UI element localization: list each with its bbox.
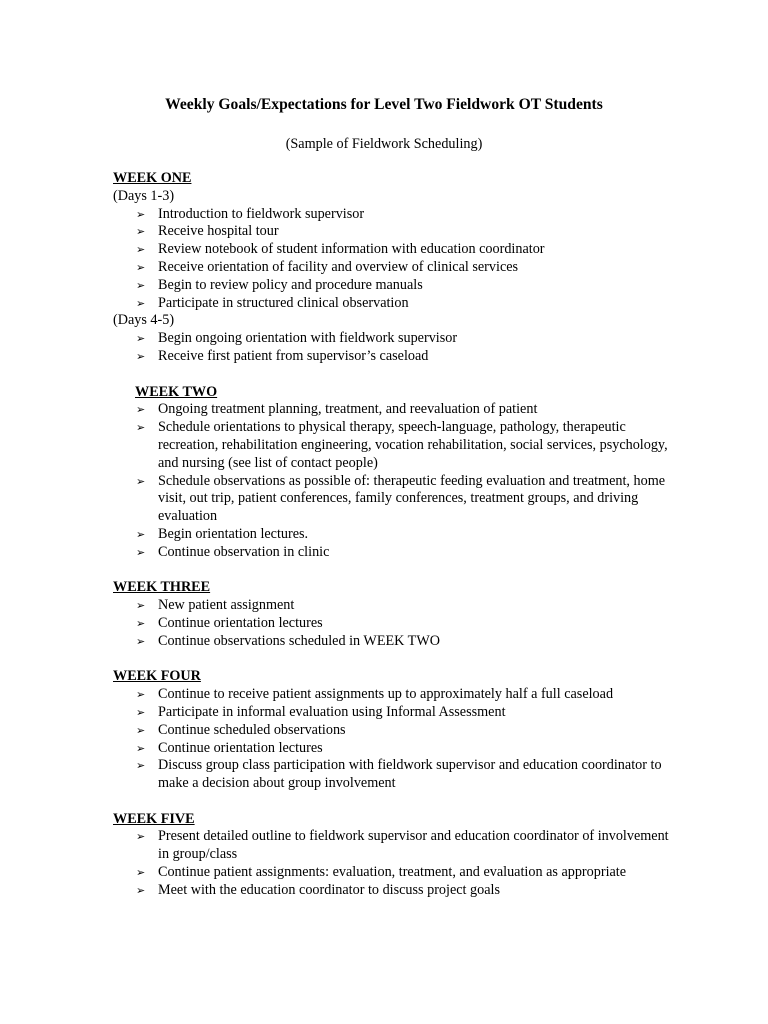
list-item-text: Schedule observations as possible of: therapeutic feeding evaluation and treatment, home visit, out trip, patient conferences, family conferences, treatment groups, and driving evaluation <box>158 472 666 525</box>
list-item <box>113 722 673 740</box>
arrow-bullet-icon: ➢ <box>136 688 146 702</box>
week-five-section <box>113 811 673 900</box>
week-three-list <box>113 597 673 650</box>
week-two-section <box>113 384 673 562</box>
list-item-text: Continue observation in clinic <box>158 543 330 560</box>
list-item <box>113 473 673 526</box>
arrow-bullet-icon: ➢ <box>136 527 146 541</box>
arrow-bullet-icon: ➢ <box>136 243 146 257</box>
section-spacer <box>113 562 673 580</box>
list-item <box>113 206 673 224</box>
list-item-text: Begin orientation lectures. <box>158 525 309 542</box>
list-item <box>113 277 673 295</box>
list-item <box>113 615 673 633</box>
list-item <box>113 419 673 472</box>
week-one-section <box>113 170 673 366</box>
arrow-bullet-icon: ➢ <box>136 545 146 559</box>
list-item <box>113 241 673 259</box>
arrow-bullet-icon: ➢ <box>136 759 146 773</box>
document-subtitle: (Sample of Fieldwork Scheduling) <box>285 136 483 152</box>
arrow-bullet-icon: ➢ <box>136 474 146 488</box>
list-item-text: Continue orientation lectures <box>158 739 323 756</box>
arrow-bullet-icon: ➢ <box>136 349 146 363</box>
arrow-bullet-icon: ➢ <box>136 296 146 310</box>
week-five-list <box>113 828 673 899</box>
arrow-bullet-icon: ➢ <box>136 616 146 630</box>
list-item <box>113 295 673 313</box>
section-spacer <box>113 651 673 669</box>
section-spacer <box>113 793 673 811</box>
list-item <box>113 597 673 615</box>
list-item <box>113 401 673 419</box>
list-item-text: Begin to review policy and procedure manuals <box>158 276 423 293</box>
arrow-bullet-icon: ➢ <box>136 332 146 346</box>
list-item-text: Continue scheduled observations <box>158 721 346 738</box>
arrow-bullet-icon: ➢ <box>136 225 146 239</box>
list-item-text: Receive orientation of facility and overview of clinical services <box>158 258 519 275</box>
list-item-text: Continue to receive patient assignments up to approximately half a full caseload <box>158 686 614 703</box>
list-item <box>113 259 673 277</box>
list-item-text: Continue observations scheduled in WEEK TWO <box>158 632 440 649</box>
days-4-5-list <box>113 330 673 366</box>
arrow-bullet-icon: ➢ <box>136 866 146 880</box>
arrow-bullet-icon: ➢ <box>136 421 146 435</box>
days-4-5-label: (Days 4-5) <box>113 312 175 329</box>
week-four-section <box>113 668 673 793</box>
document-body <box>113 170 673 900</box>
arrow-bullet-icon: ➢ <box>136 705 146 719</box>
arrow-bullet-icon: ➢ <box>136 883 146 897</box>
week-two-list <box>113 401 673 561</box>
list-item-text: Review notebook of student information with education coordinator <box>158 241 545 258</box>
week-one-heading: WEEK ONE <box>113 170 192 186</box>
arrow-bullet-icon: ➢ <box>136 278 146 292</box>
list-item-text: Introduction to fieldwork supervisor <box>158 205 365 222</box>
arrow-bullet-icon: ➢ <box>136 741 146 755</box>
week-four-heading: WEEK FOUR <box>113 668 201 685</box>
list-item-text: New patient assignment <box>158 597 295 614</box>
list-item <box>113 330 673 348</box>
list-item <box>113 526 673 544</box>
list-item <box>113 757 673 793</box>
document-title: Weekly Goals/Expectations for Level Two Fieldwork OT Students <box>165 96 603 113</box>
list-item <box>113 828 673 864</box>
section-spacer <box>113 366 673 384</box>
list-item <box>113 223 673 241</box>
list-item-text: Present detailed outline to fieldwork supervisor and education coordinator of involvement in group/class <box>158 828 669 863</box>
arrow-bullet-icon: ➢ <box>136 207 146 221</box>
list-item-text: Discuss group class participation with fieldwork supervisor and education coordinator to make a decision about group involvement <box>158 757 662 792</box>
arrow-bullet-icon: ➢ <box>136 830 146 844</box>
days-1-3-list <box>113 206 673 313</box>
arrow-bullet-icon: ➢ <box>136 634 146 648</box>
days-1-3-label: (Days 1-3) <box>113 187 175 204</box>
list-item <box>113 704 673 722</box>
week-four-list <box>113 686 673 793</box>
list-item-text: Receive hospital tour <box>158 223 279 240</box>
list-item-text: Continue patient assignments: evaluation, treatment, and evaluation as appropriate <box>158 864 627 881</box>
list-item-text: Participate in informal evaluation using Informal Assessment <box>158 703 506 720</box>
arrow-bullet-icon: ➢ <box>136 599 146 613</box>
list-item-text: Participate in structured clinical observation <box>158 294 409 311</box>
arrow-bullet-icon: ➢ <box>136 260 146 274</box>
list-item-text: Receive first patient from supervisor’s caseload <box>158 347 429 364</box>
arrow-bullet-icon: ➢ <box>136 403 146 417</box>
list-item-text: Begin ongoing orientation with fieldwork supervisor <box>158 330 458 347</box>
list-item-text: Schedule orientations to physical therapy, speech-language, pathology, therapeutic recreation, rehabilitation engineering, vocation rehabilitation, social services, psychology, and nursing (see list of contact people) <box>158 419 668 471</box>
list-item <box>113 740 673 758</box>
list-item <box>113 544 673 562</box>
week-five-heading: WEEK FIVE <box>113 810 195 827</box>
list-item <box>113 686 673 704</box>
list-item <box>113 882 673 900</box>
list-item <box>113 633 673 651</box>
week-two-heading: WEEK TWO <box>135 383 218 400</box>
week-three-heading: WEEK THREE <box>113 579 211 596</box>
list-item <box>113 348 673 366</box>
list-item <box>113 864 673 882</box>
list-item-text: Ongoing treatment planning, treatment, and reevaluation of patient <box>158 401 538 418</box>
list-item-text: Meet with the education coordinator to discuss project goals <box>158 881 500 898</box>
list-item-text: Continue orientation lectures <box>158 614 323 631</box>
arrow-bullet-icon: ➢ <box>136 723 146 737</box>
week-three-section <box>113 579 673 650</box>
